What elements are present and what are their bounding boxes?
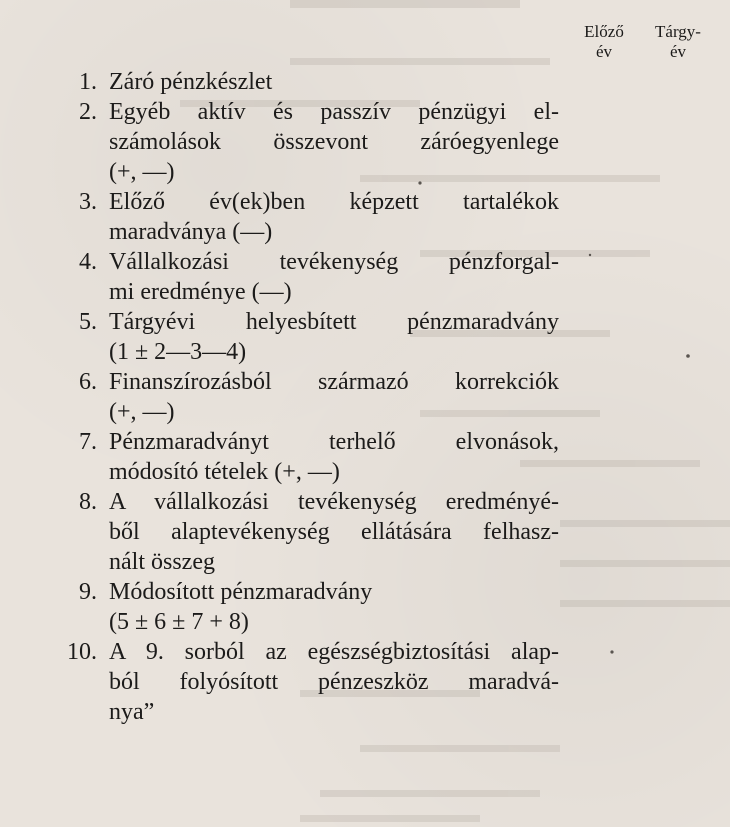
line-item-2 — [40, 97, 560, 187]
line-item-text — [109, 67, 559, 97]
line-item-text — [109, 487, 559, 577]
column-header-current-year — [643, 22, 713, 62]
line-item-text — [109, 247, 559, 307]
line-item-8 — [40, 487, 560, 577]
line-item-number: 8. — [79, 489, 97, 515]
line-item-number: 5. — [79, 309, 97, 335]
line-item-number: 7. — [79, 429, 97, 455]
line-item-text-line: Egyéb aktív és passzív pénzügyi el- — [109, 99, 559, 125]
line-item-text — [109, 97, 559, 187]
line-item-text — [109, 187, 559, 247]
line-item-number: 1. — [79, 69, 97, 95]
line-item-9 — [40, 577, 560, 637]
line-item-5 — [40, 307, 560, 367]
line-item-text-line: Pénzmaradványt terhelő elvonások, — [109, 429, 559, 455]
line-item-number: 2. — [79, 99, 97, 125]
line-item-10 — [40, 637, 560, 727]
line-item-text-line: Tárgyévi helyesbített pénzmaradvány — [109, 309, 559, 335]
line-item-text-line: Finanszírozásból származó korrekciók — [109, 369, 559, 395]
column-header-previous-year — [569, 22, 639, 62]
line-item-text-line: A vállalkozási tevékenység eredményé- — [109, 489, 559, 515]
line-item-text-line: nált összeg — [109, 549, 215, 575]
line-item-text-line: Módosított pénzmaradvány — [109, 579, 373, 605]
line-item-text — [109, 637, 559, 727]
line-item-text-line: ból folyósított pénzeszköz maradvá- — [109, 669, 559, 695]
line-item-3 — [40, 187, 560, 247]
column-header-current-line-2: év — [669, 42, 687, 61]
line-item-text-line: Vállalkozási tevékenység pénzforgal- — [109, 249, 559, 275]
line-item-text-line: számolások összevont záróegyenlege — [109, 129, 559, 155]
line-item-text — [109, 367, 559, 427]
line-item-number: 4. — [79, 249, 97, 275]
line-item-text — [109, 427, 559, 487]
line-item-text-line: (+, —) — [109, 159, 175, 185]
line-item-number: 6. — [79, 369, 97, 395]
line-item-text-line: nya” — [109, 699, 155, 725]
line-item-text — [109, 307, 559, 367]
column-header-previous-line-2: év — [595, 42, 613, 61]
line-item-text-line: Záró pénzkészlet — [109, 69, 273, 95]
line-item-number: 10. — [67, 639, 97, 665]
line-item-4 — [40, 247, 560, 307]
line-item-text-line: (1 ± 2—3—4) — [109, 339, 247, 365]
line-item-1 — [40, 67, 560, 97]
line-item-text-line: Előző év(ek)ben képzett tartalékok — [109, 189, 559, 215]
column-header-current-line-1: Tárgy- — [655, 22, 701, 41]
line-item-6 — [40, 367, 560, 427]
line-item-text-line: A 9. sorból az egészségbiztosítási alap- — [109, 639, 559, 665]
column-header-previous-line-1: Előző — [584, 22, 624, 41]
line-item-text-line: mi eredménye (—) — [109, 279, 292, 305]
line-item-7 — [40, 427, 560, 487]
line-item-list — [40, 67, 560, 727]
line-item-text-line: (+, —) — [109, 399, 175, 425]
line-item-text — [109, 577, 559, 637]
line-item-text-line: maradványa (—) — [109, 219, 273, 245]
line-item-number: 3. — [79, 189, 97, 215]
line-item-text-line: módosító tételek (+, —) — [109, 459, 340, 485]
line-item-text-line: (5 ± 6 ± 7 + 8) — [109, 609, 249, 635]
line-item-number: 9. — [79, 579, 97, 605]
line-item-text-line: ből alaptevékenység ellátására felhasz- — [109, 519, 559, 545]
